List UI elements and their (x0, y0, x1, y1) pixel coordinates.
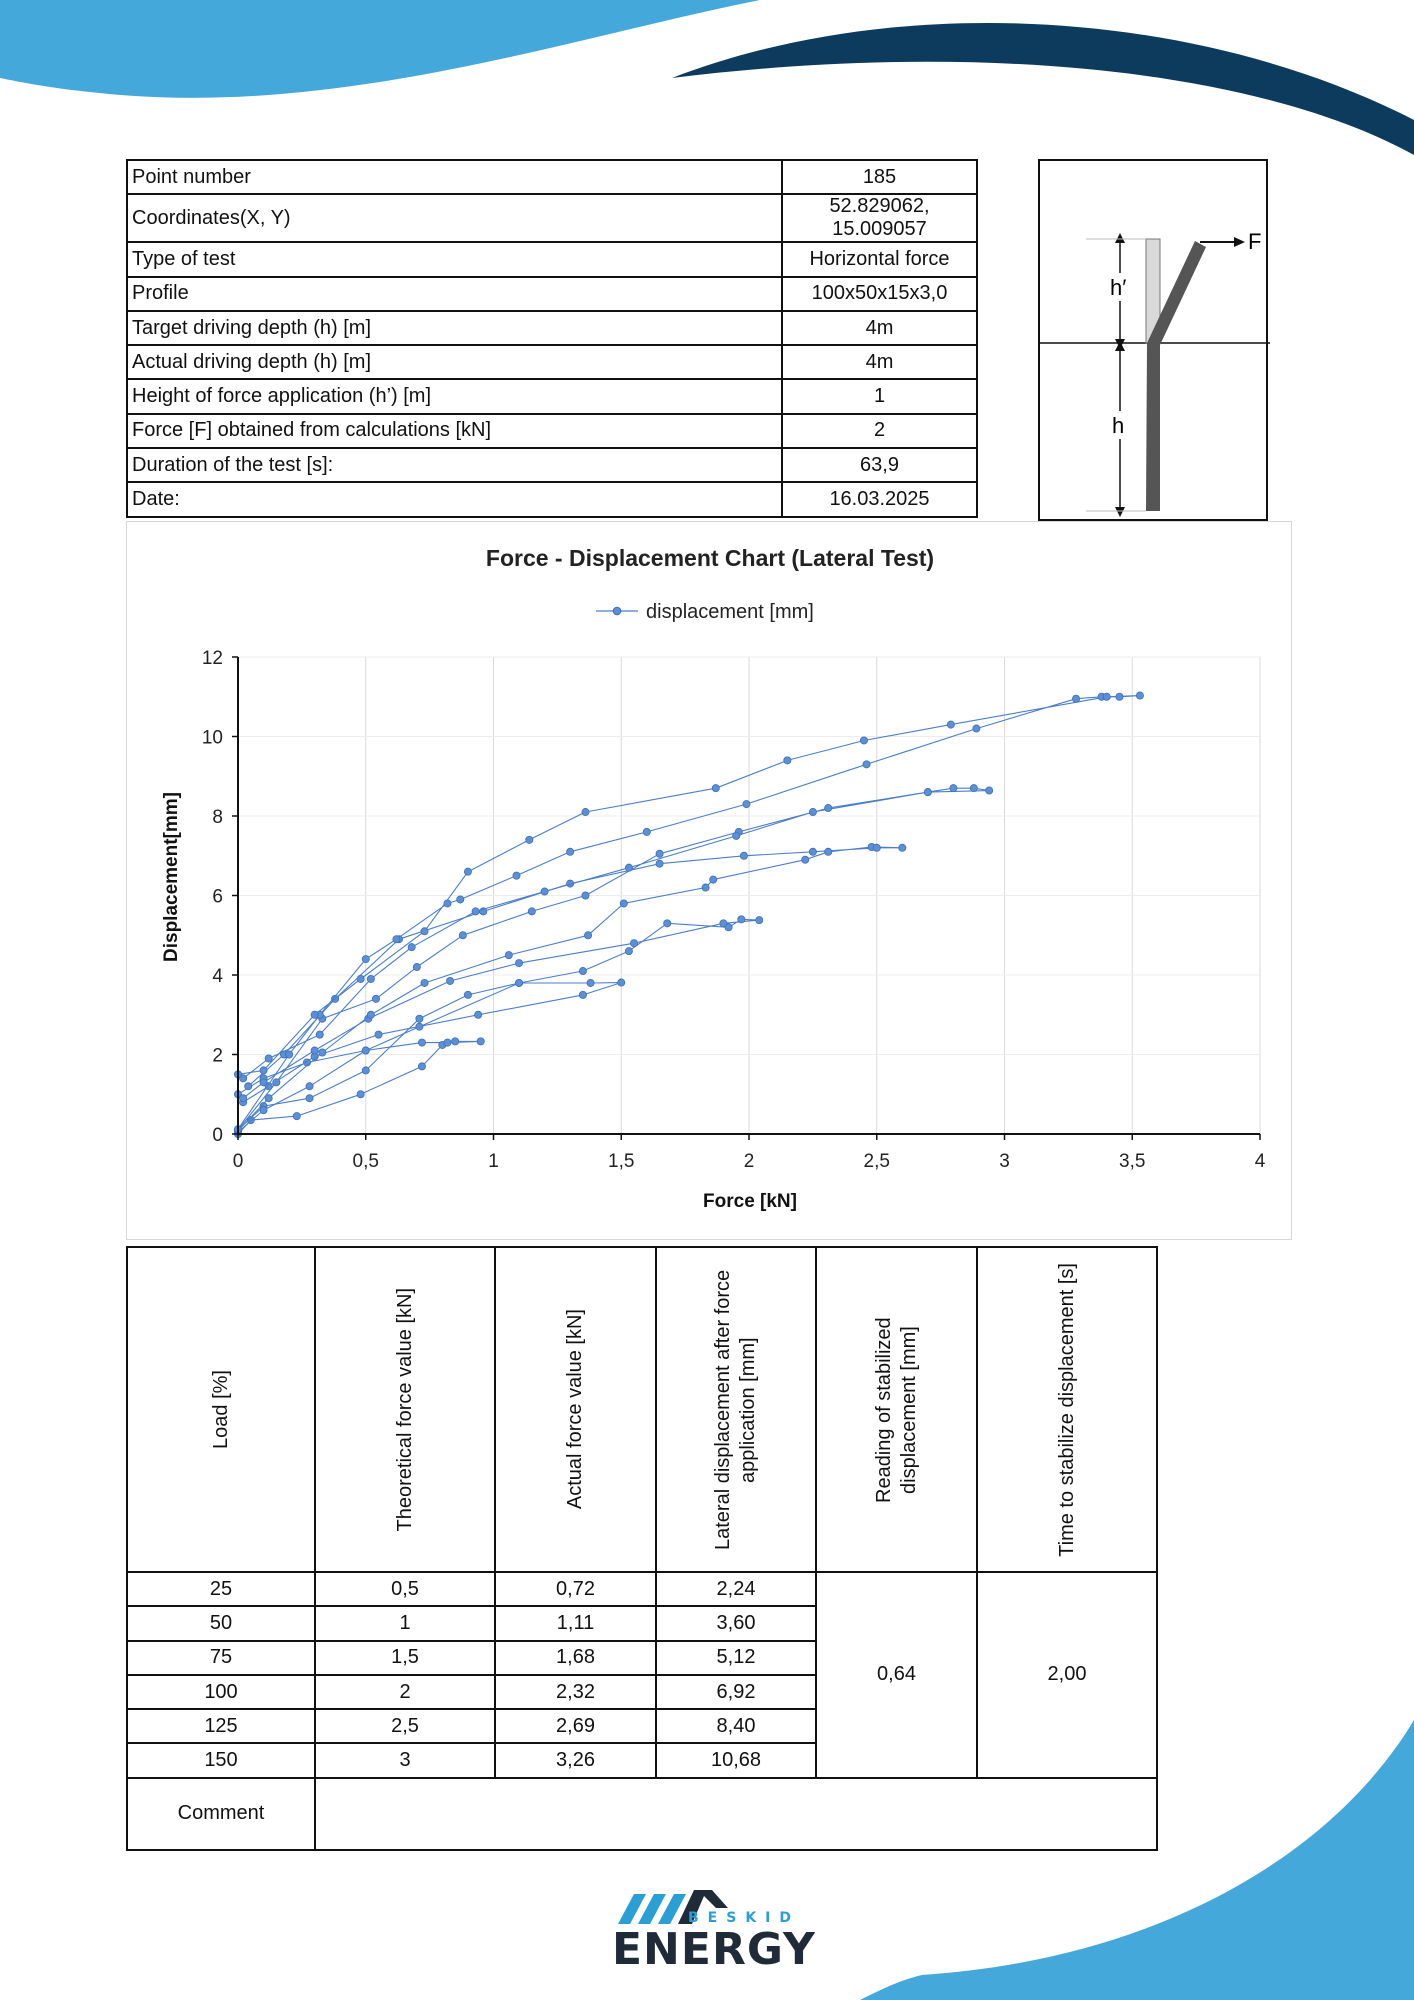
y-tick-label: 2 (212, 1045, 223, 1067)
data-point (245, 1083, 252, 1090)
logo-wordmark: ENERGY (612, 1924, 816, 1975)
data-point (293, 1113, 300, 1120)
data-point (712, 785, 719, 792)
x-tick-label: 2,5 (863, 1151, 890, 1172)
cell-lateral: 3,60 (656, 1606, 816, 1640)
header-text: Reading of stabilized displacement [mm] (872, 1316, 920, 1503)
data-point (579, 991, 586, 998)
data-point (444, 1039, 451, 1046)
load-table-header-cell (977, 1247, 1157, 1572)
info-label: Point number (127, 160, 782, 194)
data-point (743, 800, 750, 807)
data-point (656, 860, 663, 867)
data-point (477, 1038, 484, 1045)
top-right-wave (672, 23, 1414, 155)
info-label: Profile (127, 277, 782, 311)
data-point (408, 944, 415, 951)
cell-lateral: 8,40 (656, 1709, 816, 1743)
info-value: 4m (782, 311, 977, 345)
data-point (515, 959, 522, 966)
x-axis-label: Force [kN] (703, 1191, 797, 1212)
data-point (306, 1083, 313, 1090)
force-displacement-chart (126, 521, 1292, 1240)
test-info-table (126, 159, 978, 518)
data-point (362, 1047, 369, 1054)
data-point (357, 975, 364, 982)
data-point (416, 1023, 423, 1030)
data-point (240, 1095, 247, 1102)
legend-marker (613, 607, 621, 615)
info-value: 16.03.2025 (782, 482, 977, 516)
cell-lateral: 10,68 (656, 1743, 816, 1777)
data-point (630, 940, 637, 947)
data-point (924, 789, 931, 796)
data-point (809, 808, 816, 815)
data-point (513, 872, 520, 879)
data-point (1103, 693, 1110, 700)
data-point (375, 1031, 382, 1038)
x-tick-label: 2 (743, 1151, 755, 1172)
data-point (418, 1063, 425, 1070)
data-point (362, 956, 369, 963)
data-point (784, 757, 791, 764)
load-table-header (127, 1247, 1157, 1572)
data-point (528, 908, 535, 915)
y-tick-label: 12 (201, 648, 223, 669)
data-point (720, 920, 727, 927)
data-point (452, 1038, 459, 1045)
data-point (286, 1051, 293, 1058)
x-tick-label: 0 (232, 1151, 244, 1172)
data-point (643, 828, 650, 835)
hprime-arrow-top (1115, 233, 1125, 243)
data-point (970, 785, 977, 792)
x-tick-label: 4 (1254, 1151, 1266, 1172)
cell-actual: 1,68 (495, 1641, 656, 1675)
cell-actual: 3,26 (495, 1743, 656, 1777)
data-point (756, 917, 763, 924)
info-label: Target driving depth (h) [m] (127, 311, 782, 345)
data-point (950, 785, 957, 792)
x-tick-label: 3 (999, 1151, 1010, 1172)
info-value: 1 (782, 379, 977, 413)
info-value: 185 (782, 160, 977, 194)
header-text: Time to stabilize displacement [s] (1055, 1262, 1078, 1557)
data-point (273, 1079, 280, 1086)
data-point (444, 900, 451, 907)
data-point (825, 804, 832, 811)
header-text: Lateral displacement after force application [mm] (712, 1269, 759, 1550)
info-value: 2 (782, 414, 977, 448)
data-point (418, 1039, 425, 1046)
data-point (311, 1011, 318, 1018)
info-label: Duration of the test [s]: (127, 448, 782, 482)
top-left-wave (0, 0, 760, 98)
cell-theoretical: 1,5 (315, 1641, 495, 1675)
cell-load: 50 (127, 1606, 315, 1640)
h-arrow-bottom (1115, 507, 1125, 517)
info-row (127, 277, 977, 311)
data-point (567, 848, 574, 855)
data-point (393, 936, 400, 943)
data-point (316, 1031, 323, 1038)
data-point (526, 836, 533, 843)
cell-actual: 2,69 (495, 1709, 656, 1743)
data-point (372, 995, 379, 1002)
data-point (306, 1095, 313, 1102)
data-point (475, 1011, 482, 1018)
info-value: 100x50x15x3,0 (782, 277, 977, 311)
h-label: h (1112, 413, 1125, 438)
load-table-row (127, 1572, 1157, 1606)
comment-row (127, 1778, 1157, 1850)
force-arrow-head (1234, 237, 1245, 247)
cell-lateral: 5,12 (656, 1641, 816, 1675)
data-point (656, 850, 663, 857)
pile-schema-drawing (1040, 161, 1270, 523)
data-point (582, 892, 589, 899)
data-point (541, 888, 548, 895)
info-label: Date: (127, 482, 782, 516)
cell-actual: 1,11 (495, 1606, 656, 1640)
data-point (825, 848, 832, 855)
data-point (421, 928, 428, 935)
cell-theoretical: 0,5 (315, 1572, 495, 1606)
data-point (357, 1091, 364, 1098)
data-point (265, 1055, 272, 1062)
cell-load: 75 (127, 1641, 315, 1675)
data-point (464, 991, 471, 998)
cell-stabilize-time: 2,00 (977, 1572, 1157, 1778)
info-value: Horizontal force (782, 242, 977, 276)
cell-theoretical: 2,5 (315, 1709, 495, 1743)
data-point (457, 896, 464, 903)
data-point (620, 900, 627, 907)
data-point (625, 864, 632, 871)
data-point (459, 932, 466, 939)
y-tick-label: 0 (212, 1125, 223, 1146)
cell-load: 25 (127, 1572, 315, 1606)
info-row (127, 345, 977, 379)
cell-theoretical: 2 (315, 1675, 495, 1709)
load-table-header-cell (127, 1247, 315, 1572)
chart-title: Force - Displacement Chart (Lateral Test) (485, 545, 935, 571)
data-point (367, 975, 374, 982)
data-point (973, 725, 980, 732)
data-point (1136, 692, 1143, 699)
info-row (127, 414, 977, 448)
cell-theoretical: 1 (315, 1606, 495, 1640)
pile-schema (1038, 159, 1268, 521)
data-point (740, 852, 747, 859)
cell-stabilized-reading: 0,64 (816, 1572, 977, 1778)
data-point (986, 787, 993, 794)
data-point (505, 952, 512, 959)
data-point (664, 920, 671, 927)
info-label: Actual driving depth (h) [m] (127, 345, 782, 379)
logo-subtitle: BESKID (688, 1910, 800, 1926)
data-point (446, 977, 453, 984)
x-tick-label: 3,5 (1119, 1151, 1146, 1172)
y-tick-label: 8 (212, 807, 223, 828)
x-tick-label: 1,5 (608, 1151, 635, 1172)
data-point (579, 967, 586, 974)
data-point (464, 868, 471, 875)
data-point (899, 844, 906, 851)
data-point (311, 1047, 318, 1054)
y-tick-label: 10 (201, 727, 223, 749)
force-label: F (1248, 229, 1262, 254)
data-point (472, 908, 479, 915)
data-point (738, 916, 745, 923)
hprime-label: h′ (1110, 275, 1127, 300)
header-text: Theoretical force value [kN] (393, 1287, 416, 1532)
data-point (863, 761, 870, 768)
y-tick-label: 6 (212, 886, 223, 908)
data-point (260, 1067, 267, 1074)
data-point (809, 848, 816, 855)
data-point (319, 1049, 326, 1056)
data-point (710, 876, 717, 883)
data-point (802, 856, 809, 863)
cell-load: 150 (127, 1743, 315, 1777)
info-row (127, 379, 977, 413)
data-point (625, 948, 632, 955)
load-table-header-cell (656, 1247, 816, 1572)
data-point (618, 979, 625, 986)
load-table-header-cell (816, 1247, 977, 1572)
info-value: 4m (782, 345, 977, 379)
header-text: Actual force value [kN] (564, 1309, 586, 1510)
info-label: Type of test (127, 242, 782, 276)
cell-actual: 2,32 (495, 1675, 656, 1709)
info-row (127, 242, 977, 276)
data-point (860, 737, 867, 744)
data-point (421, 979, 428, 986)
info-label: Force [F] obtained from calculations [kN] (127, 414, 782, 448)
info-row (127, 482, 977, 516)
data-point (260, 1079, 267, 1086)
info-label: Coordinates(X, Y) (127, 194, 782, 242)
data-point (873, 844, 880, 851)
comment-field (315, 1778, 1157, 1850)
x-tick-label: 0,5 (352, 1151, 379, 1172)
data-point (413, 963, 420, 970)
data-point (515, 979, 522, 986)
chart-svg (127, 522, 1293, 1241)
legend-label: displacement [mm] (646, 601, 814, 623)
series-line (238, 847, 902, 1131)
header-text: Load [%] (209, 1370, 232, 1449)
data-point (362, 1067, 369, 1074)
y-axis-label: Displacement[mm] (161, 792, 182, 962)
x-tick-label: 1 (488, 1151, 499, 1172)
comment-label: Comment (127, 1778, 315, 1850)
cell-theoretical: 3 (315, 1743, 495, 1777)
data-point (1116, 693, 1123, 700)
load-table-header-cell (315, 1247, 495, 1572)
data-point (416, 1015, 423, 1022)
load-table-header-cell (495, 1247, 656, 1572)
data-point (260, 1107, 267, 1114)
cell-load: 125 (127, 1709, 315, 1743)
data-point (947, 721, 954, 728)
cell-load: 100 (127, 1675, 315, 1709)
data-point (367, 1011, 374, 1018)
cell-lateral: 6,92 (656, 1675, 816, 1709)
cell-actual: 0,72 (495, 1572, 656, 1606)
info-label: Height of force application (h’) [m] (127, 379, 782, 413)
info-row (127, 448, 977, 482)
cell-lateral: 2,24 (656, 1572, 816, 1606)
info-row (127, 160, 977, 194)
data-point (582, 808, 589, 815)
series-line (238, 919, 759, 1132)
load-table (126, 1246, 1158, 1851)
data-point (702, 884, 709, 891)
y-tick-label: 4 (212, 966, 223, 987)
data-point (1072, 695, 1079, 702)
data-point (584, 932, 591, 939)
data-point (733, 832, 740, 839)
info-row (127, 194, 977, 242)
data-point (587, 979, 594, 986)
info-row (127, 311, 977, 345)
info-value: 52.829062, 15.009057 (782, 194, 977, 242)
info-value: 63,9 (782, 448, 977, 482)
